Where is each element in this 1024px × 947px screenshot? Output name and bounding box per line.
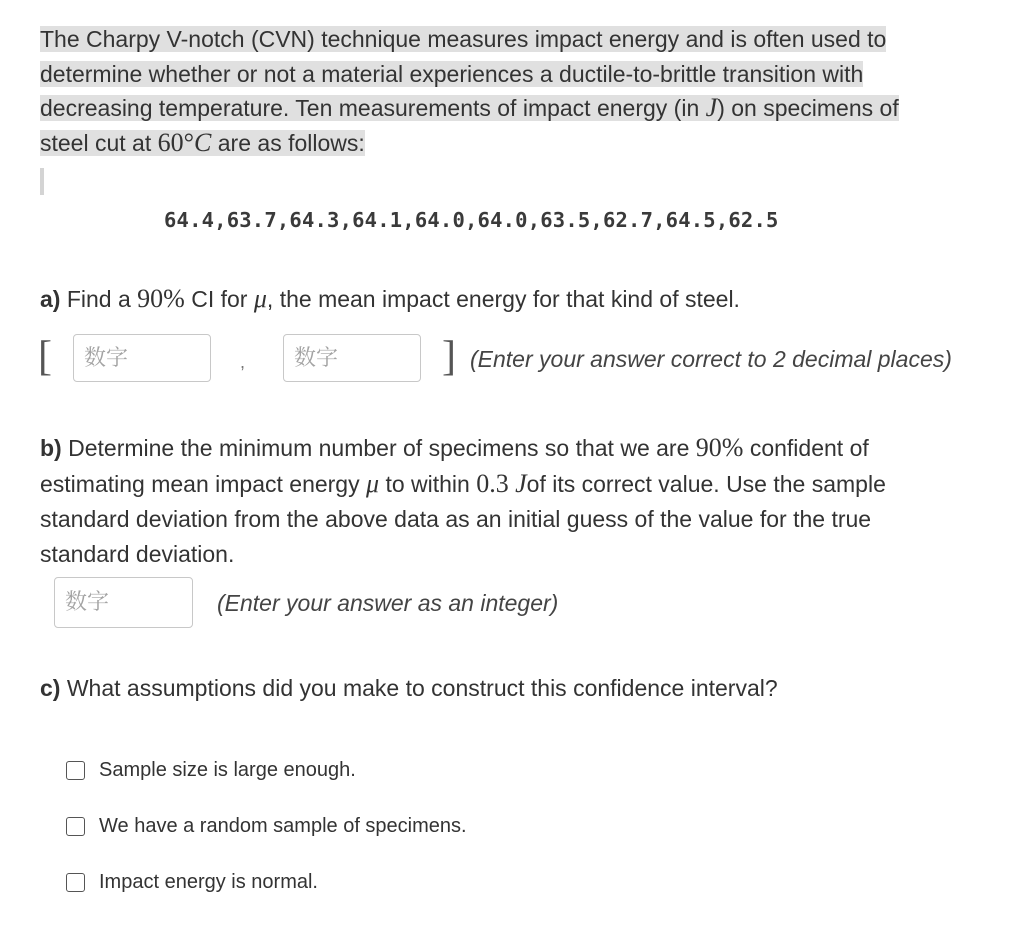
option-label: Sample size is large enough.: [99, 758, 356, 781]
text-cursor: [40, 168, 44, 195]
option-label: Impact energy is normal.: [99, 870, 318, 893]
temperature-unit: C: [194, 127, 212, 157]
option-random-sample[interactable]: [66, 814, 467, 838]
option-large-sample[interactable]: [66, 758, 356, 782]
bracket-open: [: [38, 334, 52, 380]
temperature-value: 60°: [157, 127, 195, 157]
confidence-level: 90%: [137, 284, 185, 313]
margin-value: 0.3: [476, 469, 509, 498]
question-c: c) What assumptions did you make to construct this confidence interval?: [40, 675, 778, 701]
confidence-level-b: 90%: [695, 433, 744, 462]
intro-line-1: The Charpy V-notch (CVN) technique measures impact energy and is often used to: [40, 26, 887, 52]
margin-unit: J: [515, 469, 527, 498]
ci-hint: (Enter your answer correct to 2 decimal places): [470, 346, 952, 372]
problem-intro: [40, 22, 975, 160]
bracket-close: ]: [442, 334, 456, 380]
question-a-label: a): [40, 286, 61, 312]
question-c-label: c): [40, 675, 61, 701]
mu-symbol: μ: [253, 284, 267, 313]
measurement-data: 64.4,63.7,64.3,64.1,64.0,64.0,63.5,62.7,64.5,62.5: [164, 208, 779, 232]
question-a: a) Find a 90% CI for μ, the mean impact energy for that kind of steel.: [40, 284, 740, 313]
energy-unit-var: J: [705, 93, 718, 122]
checkbox-normal[interactable]: [66, 873, 85, 892]
intro-line-3: decreasing temperature. Ten measurements of impact energy (in J) on specimens of: [40, 93, 899, 122]
intro-line-4: steel cut at 60°C are as follows:: [40, 127, 365, 157]
checkbox-large-sample[interactable]: [66, 761, 85, 780]
option-normal[interactable]: [66, 870, 318, 894]
question-b-label: b): [40, 435, 62, 461]
checkbox-random-sample[interactable]: [66, 817, 85, 836]
question-b: b) Determine the minimum number of specimens so that we are 90% confident of estimating mean impact energy μ to within 0.3 Jof its correct value. Use the sample standard deviation from the above data as an initial guess of the value for the true standard deviation.: [40, 433, 886, 567]
ci-comma: ,: [240, 352, 246, 372]
sample-size-hint: (Enter your answer as an integer): [217, 590, 559, 616]
sample-size-input[interactable]: [54, 577, 193, 628]
ci-lower-input[interactable]: [73, 334, 211, 382]
ci-upper-input[interactable]: [283, 334, 421, 382]
option-label: We have a random sample of specimens.: [99, 814, 467, 837]
intro-line-2: determine whether or not a material experiences a ductile-to-brittle transition with: [40, 60, 864, 87]
mu-symbol-b: μ: [366, 469, 380, 498]
